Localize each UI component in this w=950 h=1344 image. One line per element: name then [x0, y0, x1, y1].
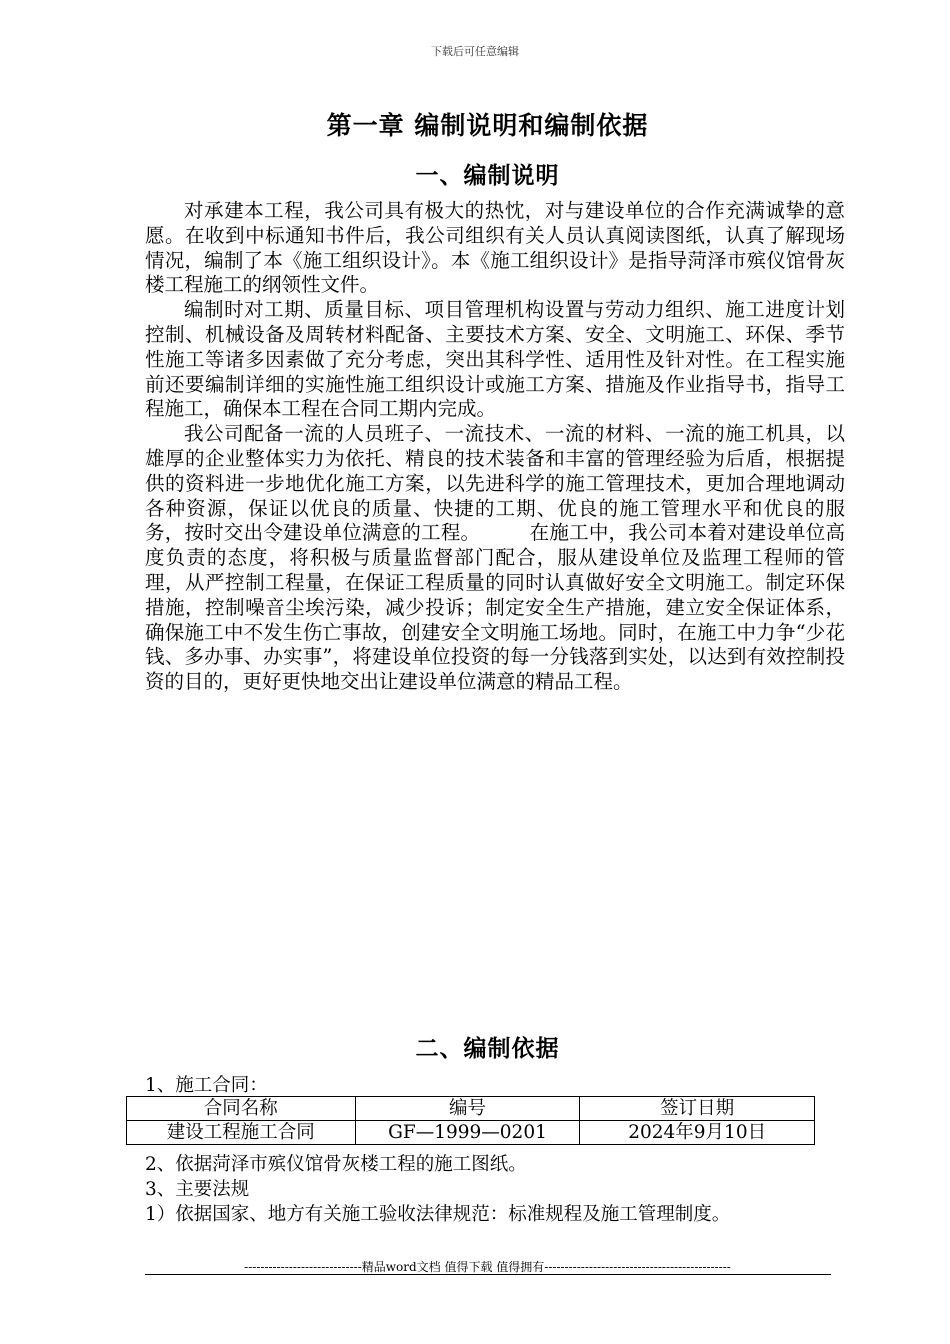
section-title-explanation: 一、编制说明: [415, 163, 560, 189]
table-cell: 建设工程施工合同: [127, 1121, 356, 1145]
list-item-drawings: 2、依据菏泽市殡仪馆骨灰楼工程的施工图纸。: [145, 1154, 527, 1175]
paragraph: 我公司配备一流的人员班子、一流技术、一流的材料、一流的施工机具，以雄厚的企业整体实力为依托、精良的技术装备和丰富的管理经验为后盾，根据提供的资料进一步地优化施工方案，以先进科学的施工管理技术，更加合理地调动各种资源，保证以优良的质量、快捷的工期、优良的施工管理水平和优良的服务，按时交出令建设单位满意的工程。 在施工中，我公司本着对建设单位高度负责的态度，将积极与质量监督部门配合，服从建设单位及监理工程师的管理，从严控制工程量，在保证工程质量的同时认真做好安全文明施工。制定环保措施，控制噪音尘埃污染，减少投诉；制定安全生产措施，建立安全保证体系，确保施工中不发生伤亡事故，创建安全文明施工场地。同时，在施工中力争“少花钱、多办事、办实事”，将建设单位投资的每一分钱落到实处，以达到有效控制投资的目的，更好更快地交出让建设单位满意的精品工程。: [145, 422, 845, 694]
paragraph: 编制时对工期、质量目标、项目管理机构设置与劳动力组织、施工进度计划控制、机械设备及周转材料配备、主要技术方案、安全、文明施工、环保、季节性施工等诸多因素做了充分考虑，突出其科学性、适用性及针对性。在工程实施前还要编制详细的实施性施工组织设计或施工方案、措施及作业指导书，指导工程施工，确保本工程在合同工期内完成。: [145, 298, 845, 421]
table-cell: GF—1999—0201: [355, 1121, 580, 1145]
table-row: [127, 1121, 815, 1145]
table-cell: 2024年9月10日: [580, 1121, 815, 1145]
paragraph: 对承建本工程，我公司具有极大的热忱，对与建设单位的合作充满诚挚的意愿。在收到中标通知书件后，我公司组织有关人员认真阅读图纸，认真了解现场情况，编制了本《施工组织设计》。本《施工组织设计》是指导菏泽市殡仪馆骨灰楼工程施工的纲领性文件。: [145, 199, 845, 297]
page-footer-note: -----------------------------精品word文档 值得下载 值得拥有----------------------------------------------: [244, 1260, 731, 1274]
table-header-cell: 编号: [355, 1097, 580, 1121]
list-item-contract: 1、施工合同：: [145, 1075, 268, 1096]
table-header-cell: 合同名称: [127, 1097, 356, 1121]
chapter-title: 第一章 编制说明和编制依据: [326, 111, 649, 140]
contract-table: [126, 1096, 815, 1145]
footer-divider: [145, 1274, 831, 1275]
table-header-row: [127, 1097, 815, 1121]
section-title-basis: 二、编制依据: [415, 1036, 560, 1062]
table-header-cell: 签订日期: [580, 1097, 815, 1121]
explanation-body: [145, 199, 845, 695]
page-header-note: 下载后可任意编辑: [431, 45, 519, 58]
list-item-regulations-detail: 1）依据国家、地方有关施工验收法律规范：标准规程及施工管理制度。: [145, 1204, 731, 1225]
list-item-regulations: 3、主要法规: [145, 1179, 250, 1200]
